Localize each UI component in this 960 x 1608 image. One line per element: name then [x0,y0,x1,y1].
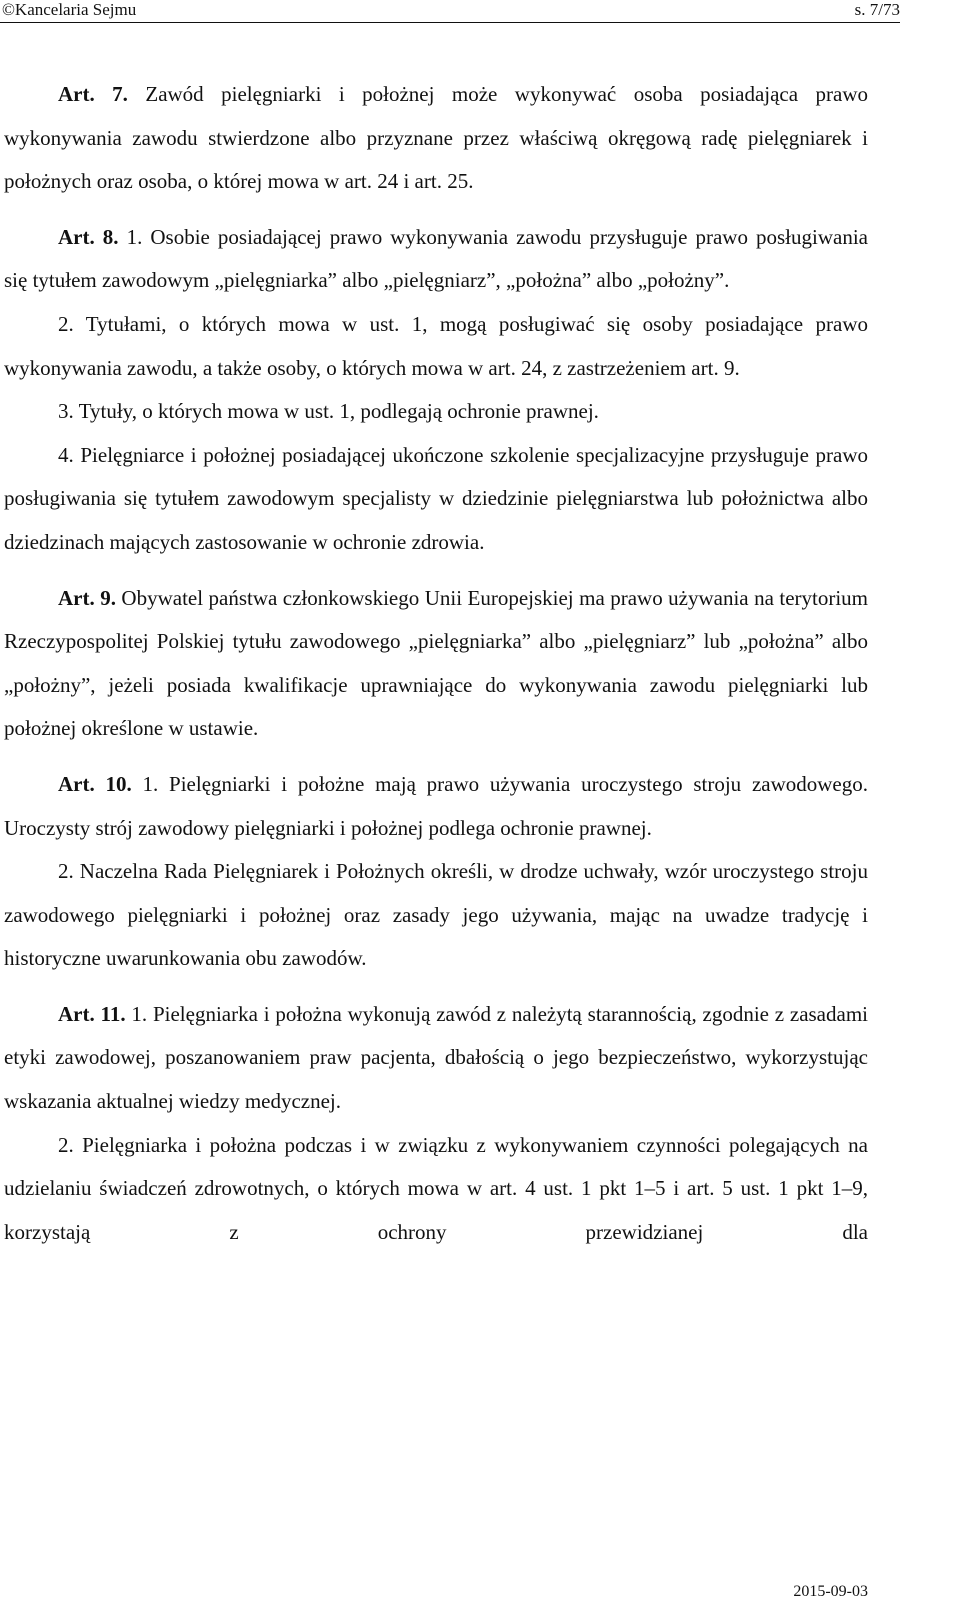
paragraph-text: 2. Tytułami, o których mowa w ust. 1, mogą posługiwać się osoby posiadające prawo wykonywania zawodu, a także osoby, o których mowa w art. 24, z zastrzeżeniem art. 9. [4,311,868,380]
paragraph-text: Obywatel państwa członkowskiego Unii Europejskiej ma prawo używania na terytorium Rzeczypospolitej Polskiej tytułu zawodowego „pielęgniarka” albo „pielęgniarz” lub „położna” albo „położny”, jeżeli posiada kwalifikacje uprawniające do wykonywania zawodu pielęgniarki lub położnej określone w ustawie. [4,585,869,741]
paragraph-text: 1. Osobie posiadającej prawo wykonywania zawodu przysługuje prawo posługiwania się tytułem zawodowym „pielęgniarka” albo „pielęgniarz”, „położna” albo „położny”. [4,224,868,293]
article-7-paragraph [4,73,868,204]
article-label: Art. 11. [58,1001,126,1026]
article-9-paragraph [4,577,868,751]
header-publisher: ©Kancelaria Sejmu [2,0,137,19]
paragraph-text: 4. Pielęgniarce i położnej posiadającej ukończone szkolenie specjalizacyjne przysługuje prawo posługiwania się tytułem zawodowym specjalisty w dziedzinie pielęgniarstwa lub położnictwa albo dziedzinach mających zastosowanie w ochronie zdrowia. [4,442,868,554]
article-8-paragraph-2 [4,303,868,390]
paragraph-text: Zawód pielęgniarki i położnej może wykonywać osoba posiadająca prawo wykonywania zawodu stwierdzone albo przyznane przez właściwą okręgową radę pielęgniarek i położnych oraz osoba, o której mowa w art. 24 i art. 25. [4,82,868,194]
paragraph-text: 1. Pielęgniarka i położna wykonują zawód z należytą starannością, zgodnie z zasadami etyki zawodowej, poszanowaniem praw pacjenta, dbałością o jego bezpieczeństwo, wykorzystując wskazania aktualnej wiedzy medycznej. [4,1001,868,1114]
article-label: Art. 8. [58,224,119,249]
paragraph-text: 1. Pielęgniarki i położne mają prawo używania uroczystego stroju zawodowego. Uroczysty strój zawodowy pielęgniarki i położnej podlega ochronie prawnej. [4,771,868,840]
article-8-paragraph-4 [4,434,868,565]
article-label: Art. 10. [58,771,132,796]
paragraph-text: 2. Pielęgniarka i położna podczas i w związku z wykonywaniem czynności polegających na udzielaniu świadczeń zdrowotnych, o których mowa w art. 4 ust. 1 pkt 1–5 i art. 5 ust. 1 pkt 1–9, korzystają z ochrony przewidzianej dla [4,1132,868,1244]
footer-date: 2015-09-03 [793,1583,868,1600]
article-label: Art. 9. [58,585,116,610]
header-page-number: s. 7/73 [854,0,900,19]
document-body [4,73,868,1254]
article-label: Art. 7. [58,82,128,106]
page-header [0,0,900,23]
article-10-paragraph-2 [4,850,868,981]
paragraph-text: 2. Naczelna Rada Pielęgniarek i Położnych określi, w drodze uchwały, wzór uroczystego stroju zawodowego pielęgniarki i położnej oraz zasady jego używania, mając na uwadze tradycję i historyczne uwarunkowania obu zawodów. [4,859,868,971]
paragraph-text: 3. Tytuły, o których mowa w ust. 1, podlegają ochronie prawnej. [58,399,599,424]
article-10-paragraph-1 [4,763,868,850]
article-8-paragraph-1 [4,216,868,303]
article-8-paragraph-3 [4,390,868,434]
article-11-paragraph-1 [4,993,868,1124]
article-11-paragraph-2 [4,1124,868,1255]
